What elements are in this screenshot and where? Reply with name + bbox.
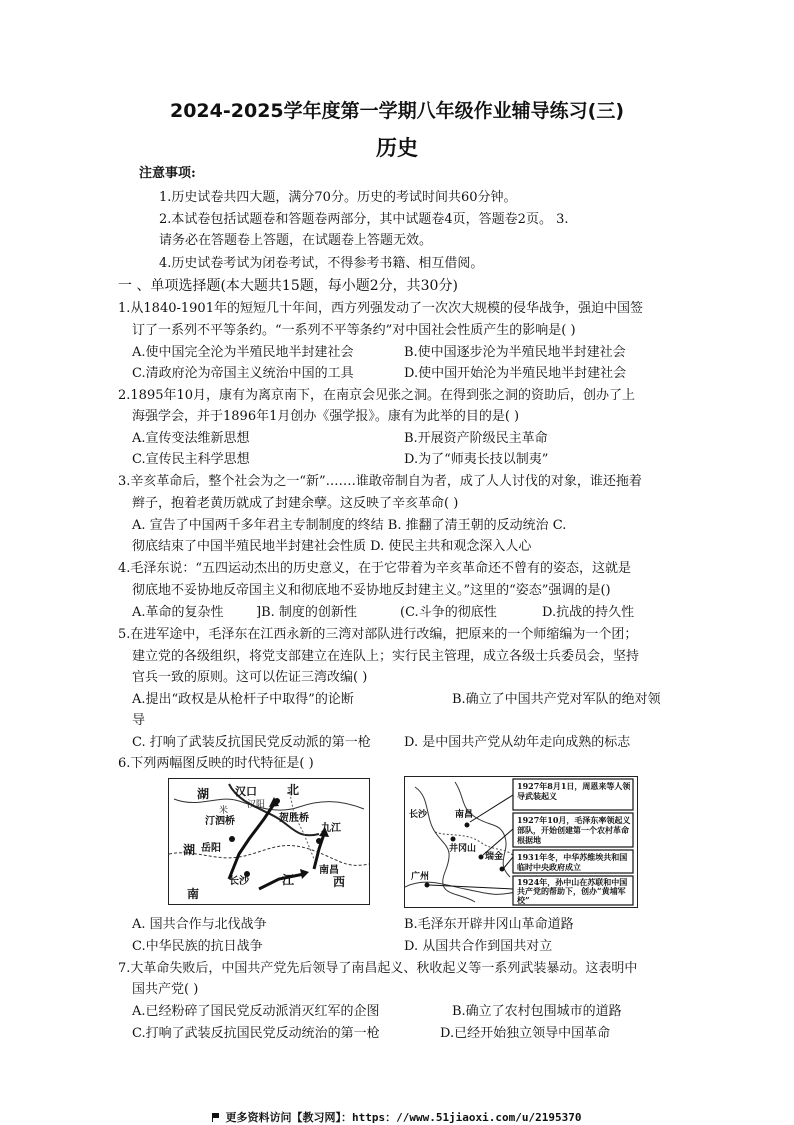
notice-item-1: 1.历史试卷共四大题，满分70分。历史的考试时间共60分钟。: [159, 190, 517, 205]
map2-note-jinggangshan: 1927年10月，毛泽东率领起义部队，开始创建第一个农村革命根据地: [517, 815, 631, 845]
q7-option-c: C.打响了武装反抗国民党反动统治的第一枪: [132, 1026, 380, 1041]
q4-option-c: (C.斗争的彻底性: [400, 605, 497, 620]
q1-option-c: C.清政府沦为帝国主义统治中国的工具: [132, 366, 354, 381]
map1-label-mi: 米: [219, 806, 229, 816]
footer-link-text[interactable]: 更多资料访问【教习网】：https：//www.51jiaoxi.com/u/2195370: [225, 1111, 582, 1124]
q6-option-b: B.毛泽东开辟井冈山革命道路: [404, 917, 574, 932]
notice-item-3: 请务必在答题卷上答题，在试题卷上答题无效。: [159, 233, 433, 248]
q7-stem-line-2: 国共产党( ): [132, 982, 199, 997]
flag-icon: [212, 1113, 221, 1122]
map1-label-hu: 湖: [197, 787, 210, 801]
map1-label-changsha: 长沙: [229, 876, 249, 887]
q2-stem-line-2: 海强学会，并于1896年1月创办《强学报》。康有为此举的目的是( ): [132, 409, 520, 424]
q4-option-b: ]B. 制度的创新性: [256, 605, 357, 620]
q1-option-a: A.使中国完全沦为半殖民地半封建社会: [132, 345, 354, 360]
q5-stem-line-3: 官兵一致的原则。这可以佐证三湾改编( ): [132, 670, 368, 685]
q7-option-b: B.确立了农村包围城市的道路: [452, 1004, 622, 1019]
q1-option-b: B.使中国逐步沦为半殖民地半封建社会: [404, 345, 626, 360]
q7-option-a: A.已经粉碎了国民党反动派消灭红军的企图: [132, 1004, 380, 1019]
map2-label-ruijin: 瑞金: [485, 852, 504, 862]
q5-option-b: B.确立了中国共产党对军队的绝对领: [452, 692, 661, 707]
map2-label-changsha: 长沙: [409, 810, 428, 820]
q6-option-c: C.中华民族的抗日战争: [132, 939, 263, 954]
q3-options-line-2: 彻底结束了中国半殖民地半封建社会性质 D. 使民主共和观念深入人心: [132, 539, 532, 554]
q2-option-a: A.宣传变法维新思想: [132, 431, 250, 446]
q5-option-d: D. 是中国共产党从幼年走向成熟的标志: [404, 735, 631, 750]
subject-title: 历史: [376, 136, 418, 160]
map1-label-yueyang: 岳阳: [201, 843, 221, 854]
exam-title: 2024-2025学年度第一学期八年级作业辅导练习(三): [169, 100, 625, 122]
map2-note-nanchang-uprising: 1927年8月1日，周恩来等人领导武装起义: [517, 781, 631, 801]
map2-label-jinggangshan: 井冈山: [449, 844, 477, 854]
q1-option-d: D.使中国开始沦为半殖民地半封建社会: [404, 366, 627, 381]
section-title: 一 、单项选择题(本大题共15题，每小题2分，共30分): [118, 278, 458, 294]
map1-label-jiujiang: 九江: [321, 823, 341, 834]
map1-label-hankou: 汉口: [235, 785, 257, 798]
q2-option-d: D.为了“师夷长技以制夷”: [404, 452, 549, 467]
q2-option-c: C.宣传民主科学思想: [132, 452, 250, 467]
map1-label-hanyang: 汉阳: [247, 800, 266, 810]
q6-option-a: A. 国共合作与北伐战争: [132, 917, 267, 932]
northern-expedition-map: [168, 778, 370, 905]
map1-label-hu-2: 湖: [183, 843, 196, 857]
q7-stem-line-1: 7.大革命失败后，中国共产党先后领导了南昌起义、秋收起义等一系列武装暴动。这表明中: [118, 961, 638, 976]
q4-option-a: A.革命的复杂性: [132, 605, 224, 620]
q4-stem-line-1: 4.毛泽东说：“五四运动杰出的历史意义，在于它带着为辛亥革命还不曾有的姿态，这就是: [118, 561, 632, 576]
q5-option-a: A.提出“政权是从枪杆子中取得”的论断: [132, 692, 354, 707]
q3-options-line-1: A. 宣告了中国两千多年君主专制制度的终结 B. 推翻了清王朝的反动统治 C.: [132, 518, 567, 533]
map1-label-heshengqiao: 贺胜桥: [279, 813, 309, 824]
q4-stem-line-2: 彻底地不妥协地反帝国主义和彻底地不妥协地反封建主义。”这里的“姿态”强调的是(): [132, 583, 611, 598]
q4-option-d: D.抗战的持久性: [542, 605, 635, 620]
q5-stem-line-1: 5.在进军途中，毛泽东在江西永新的三湾对部队进行改编，把原来的一个师缩编为一个团；: [118, 627, 638, 642]
map1-label-xi: 西: [333, 875, 346, 889]
map2-note-whampoa: 1924年，孙中山在苏联和中国共产党的帮助下，创办“黄埔军校”: [517, 878, 628, 905]
map1-label-bei: 北: [287, 783, 300, 797]
q3-stem-line-2: 辫子，抱着老黄历就成了封建余孽。这反映了辛亥革命( ): [132, 496, 459, 511]
revolution-base-map: [404, 776, 638, 908]
map1-label-jiang: 江: [282, 873, 295, 887]
map2-label-nanchang: 南昌: [455, 810, 474, 820]
q6-option-d: D. 从国共合作到国共对立: [404, 939, 553, 954]
map2-label-guangzhou: 广州: [411, 872, 430, 882]
map2-note-soviet-government: 1931年冬，中华苏维埃共和国临时中央政府成立: [517, 852, 628, 872]
q1-stem-line-1: 1.从1840-1901年的短短几十年间，西方列强发动了一次次大规模的侵华战争，强迫中国签: [118, 301, 643, 316]
q7-option-d: D.已经开始独立领导中国革命: [440, 1026, 611, 1041]
map1-label-tingsiqiao: 汀泗桥: [205, 816, 235, 827]
q5-stem-line-2: 建立党的各级组织，将党支部建立在连队上；实行民主管理，成立各级士兵委员会，坚持: [132, 649, 640, 664]
map1-label-nan: 南: [187, 887, 200, 901]
q5-option-b-continued: 导: [132, 713, 146, 728]
notice-item-4: 4.历史试卷考试为闭卷考试，不得参考书籍、相互借阅。: [159, 256, 484, 271]
q2-stem-line-1: 2.1895年10月，康有为离京南下，在南京会见张之洞。在得到张之洞的资助后，创办了上: [118, 388, 636, 403]
map1-label-nanchang: 南昌: [319, 865, 339, 876]
q6-stem: 6.下列两幅图反映的时代特征是( ): [118, 756, 314, 771]
notice-item-2: 2.本试卷包括试题卷和答题卷两部分，其中试题卷4页，答题卷2页。 3.: [159, 212, 569, 227]
q5-option-c: C. 打响了武装反抗国民党反动派的第一枪: [132, 735, 371, 750]
notice-heading: 注意事项:: [139, 166, 196, 181]
q3-stem-line-1: 3.辛亥革命后，整个社会为之一“新”.……谁敢帝制自为者，成了人人讨伐的对象，谁还拖着: [118, 474, 642, 489]
q1-stem-line-2: 订了一系列不平等条约。“一系列不平等条约”对中国社会性质产生的影响是( ): [132, 323, 576, 338]
q2-option-b: B.开展资产阶级民主革命: [404, 431, 548, 446]
